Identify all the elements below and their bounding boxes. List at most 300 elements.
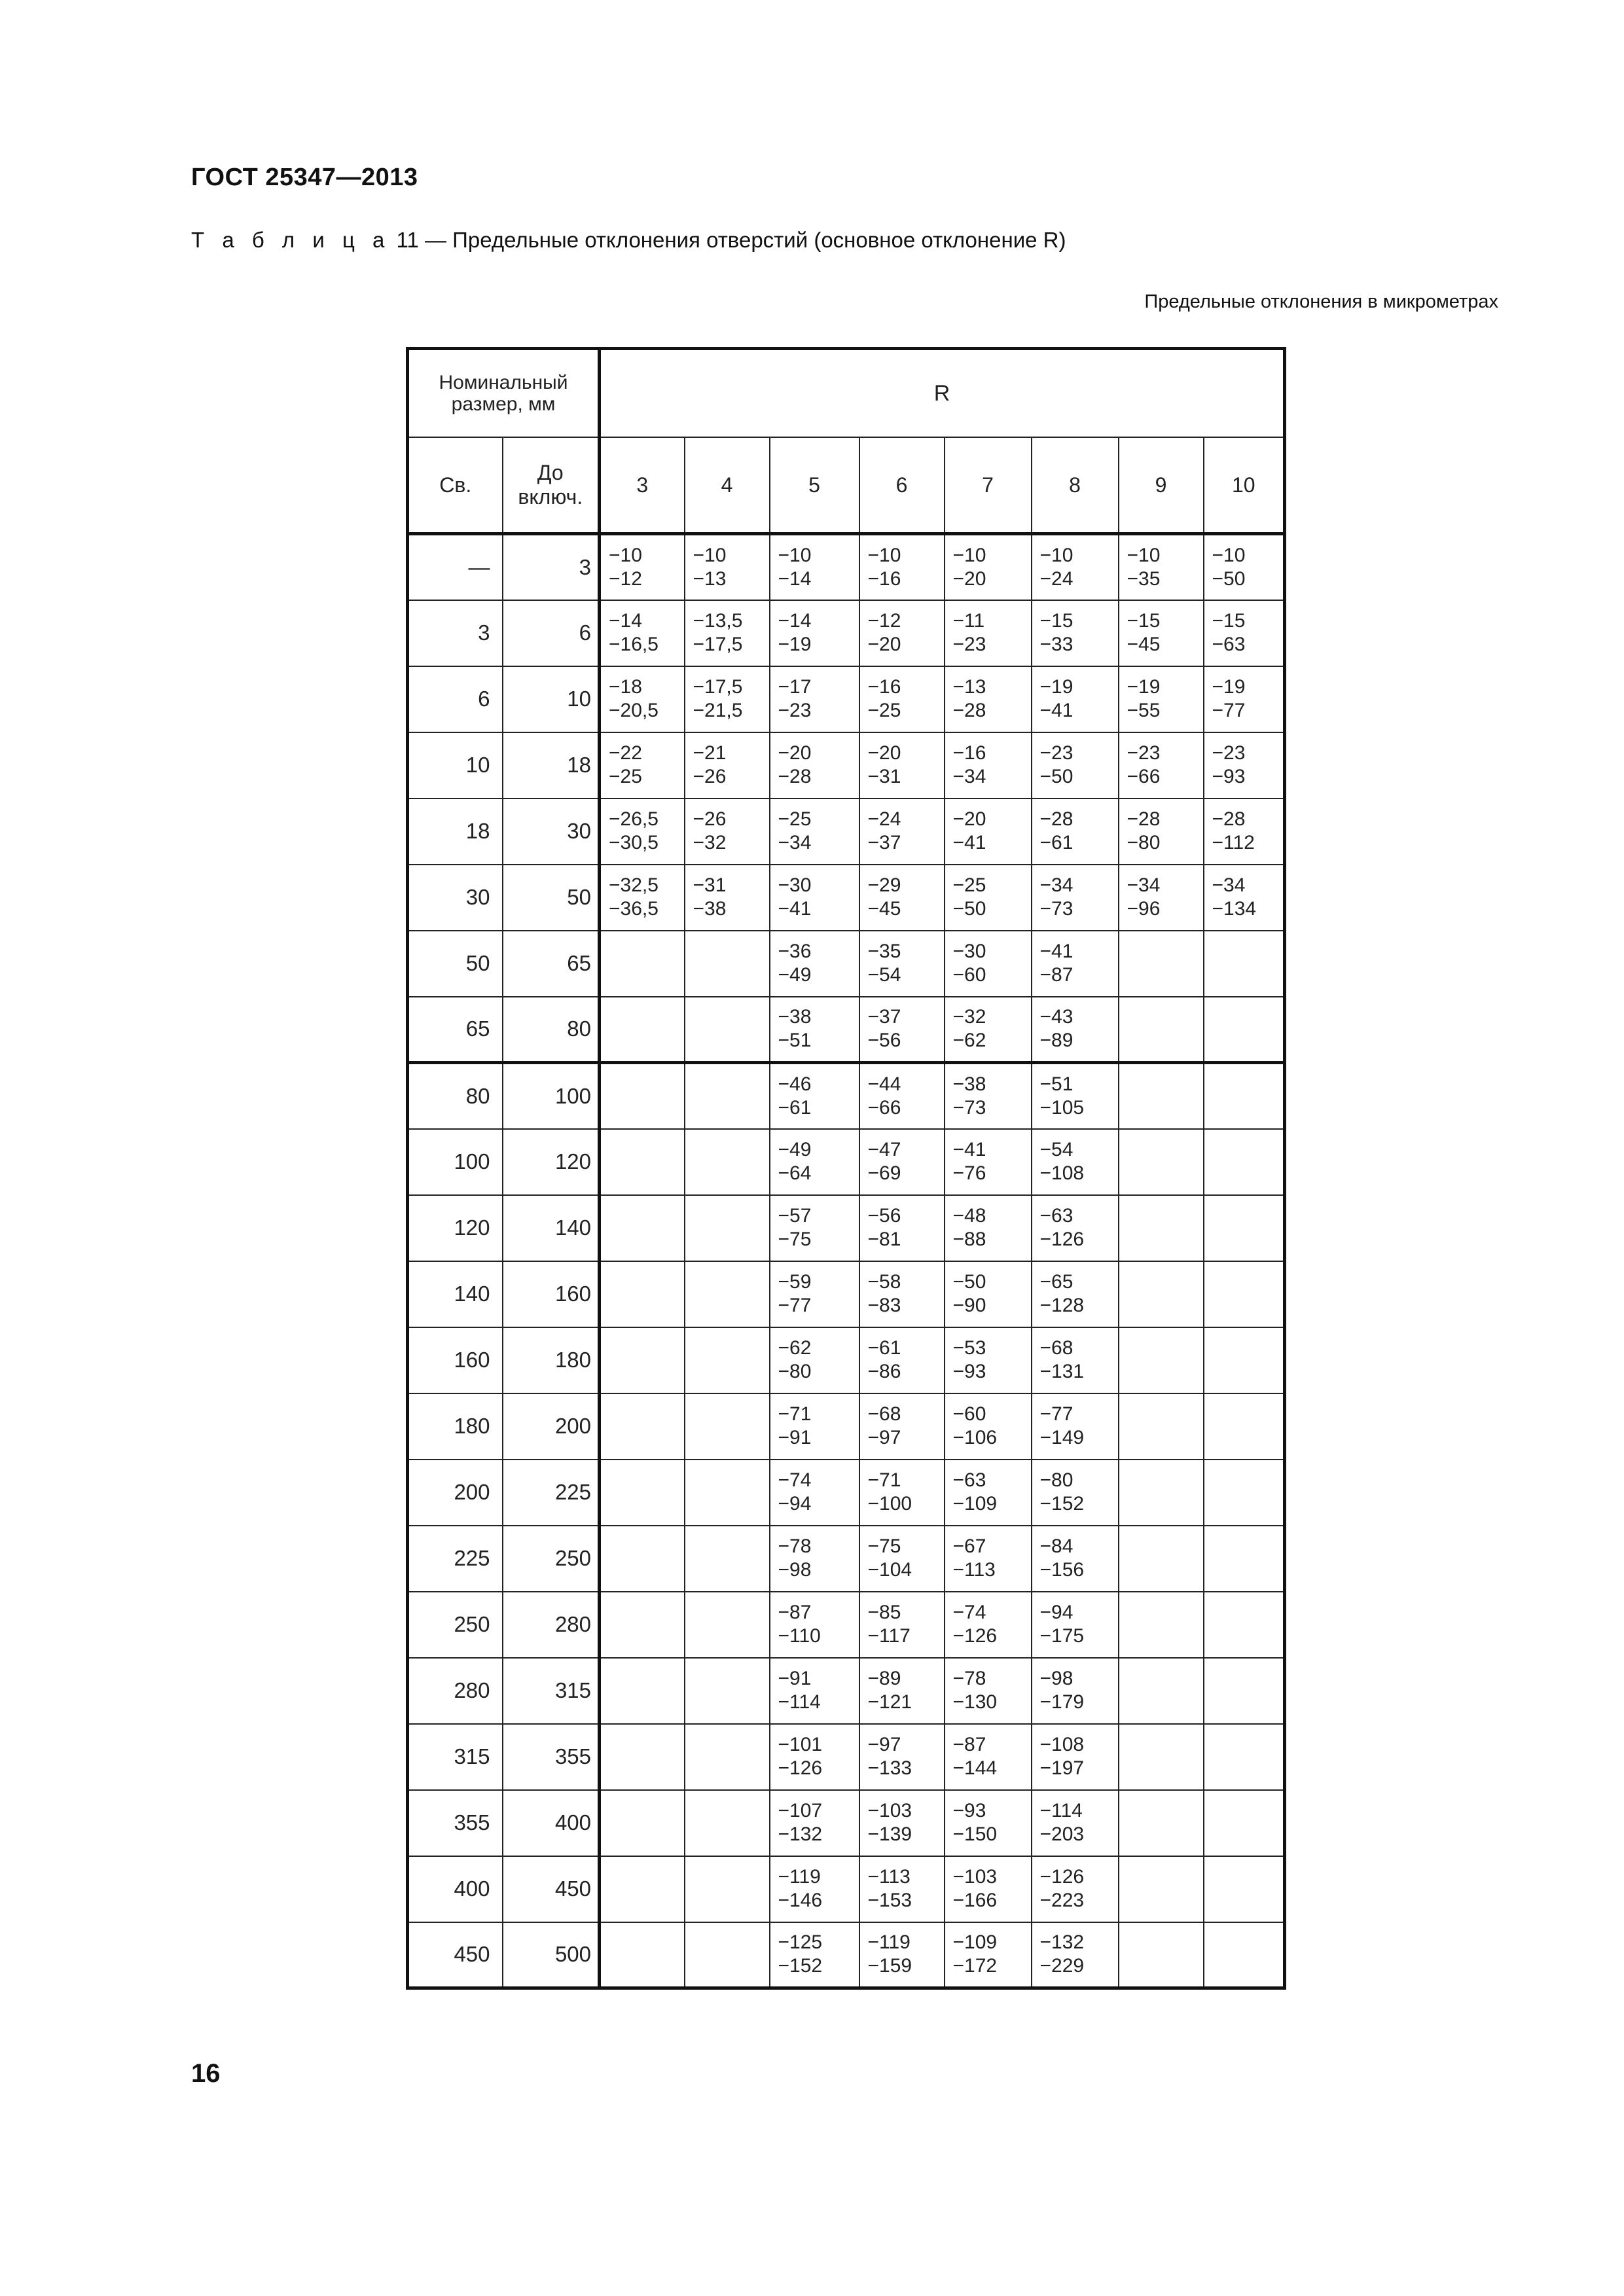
size-to-cell: 225 bbox=[503, 1460, 600, 1526]
grade-header: 5 bbox=[770, 437, 859, 534]
size-to-cell: 100 bbox=[503, 1063, 600, 1129]
table-row bbox=[408, 798, 1285, 865]
upper-deviation: −98 bbox=[1039, 1668, 1074, 1689]
deviation-cell bbox=[600, 1922, 685, 1988]
lower-deviation: −159 bbox=[867, 1955, 912, 1977]
deviation-cell bbox=[945, 798, 1032, 865]
lower-deviation: −108 bbox=[1039, 1162, 1085, 1184]
lower-deviation: −25 bbox=[867, 700, 901, 721]
deviation-cell bbox=[859, 865, 945, 931]
deviation-cell bbox=[600, 865, 685, 931]
deviation-cell bbox=[1204, 600, 1285, 666]
deviation-cell bbox=[1032, 600, 1119, 666]
lower-deviation: −126 bbox=[778, 1757, 823, 1779]
upper-deviation: −119 bbox=[778, 1866, 821, 1888]
document-code: ГОСТ 25347—2013 bbox=[191, 164, 418, 191]
deviation-cell bbox=[1119, 865, 1204, 931]
deviation-cell bbox=[1204, 1790, 1285, 1856]
upper-deviation: −44 bbox=[867, 1073, 901, 1095]
lower-deviation: −175 bbox=[1039, 1625, 1085, 1647]
deviation-cell bbox=[945, 1856, 1032, 1922]
upper-deviation: −19 bbox=[1127, 676, 1161, 698]
lower-deviation: −91 bbox=[778, 1427, 812, 1448]
upper-deviation: −34 bbox=[1127, 874, 1161, 896]
deviation-cell bbox=[770, 1922, 859, 1988]
deviation-cell bbox=[1032, 1658, 1119, 1724]
lower-deviation: −153 bbox=[867, 1890, 912, 1911]
deviation-cell bbox=[1032, 1724, 1119, 1790]
lower-deviation: −86 bbox=[867, 1361, 901, 1382]
nominal-size-header: Номинальный размер, мм bbox=[408, 349, 600, 438]
deviation-cell bbox=[859, 1724, 945, 1790]
deviation-cell bbox=[770, 1856, 859, 1922]
lower-deviation: −23 bbox=[952, 634, 986, 655]
deviation-cell bbox=[859, 1393, 945, 1460]
deviation-cell bbox=[600, 1327, 685, 1393]
size-from-cell: 6 bbox=[408, 666, 503, 732]
upper-deviation: −71 bbox=[778, 1403, 812, 1425]
upper-deviation: −57 bbox=[778, 1205, 812, 1227]
size-to-cell: 355 bbox=[503, 1724, 600, 1790]
deviation-cell bbox=[1204, 1526, 1285, 1592]
lower-deviation: −105 bbox=[1039, 1096, 1085, 1119]
lower-deviation: −54 bbox=[867, 964, 901, 986]
deviation-cell bbox=[1119, 534, 1204, 600]
deviation-cell bbox=[1119, 1261, 1204, 1327]
upper-deviation: −17,5 bbox=[693, 676, 743, 698]
deviation-cell bbox=[1119, 931, 1204, 997]
upper-deviation: −48 bbox=[952, 1205, 986, 1227]
deviation-cell bbox=[859, 1063, 945, 1129]
deviation-cell bbox=[685, 865, 770, 931]
lower-deviation: −144 bbox=[952, 1757, 998, 1779]
table-row bbox=[408, 1195, 1285, 1261]
lower-deviation: −112 bbox=[1212, 832, 1255, 853]
deviation-cell bbox=[859, 600, 945, 666]
deviation-cell bbox=[685, 1526, 770, 1592]
deviation-cell bbox=[1204, 732, 1285, 798]
upper-deviation: −17 bbox=[778, 676, 812, 698]
deviation-cell bbox=[1204, 931, 1285, 997]
lower-deviation: −16,5 bbox=[609, 634, 659, 655]
lower-deviation: −69 bbox=[867, 1162, 901, 1184]
deviation-cell bbox=[1032, 1195, 1119, 1261]
deviation-cell bbox=[1204, 1460, 1285, 1526]
size-from-cell: 160 bbox=[408, 1327, 503, 1393]
table-row bbox=[408, 732, 1285, 798]
deviation-cell bbox=[1119, 798, 1204, 865]
upper-deviation: −58 bbox=[867, 1271, 901, 1293]
upper-deviation: −16 bbox=[952, 742, 986, 764]
deviation-cell bbox=[600, 534, 685, 600]
upper-deviation: −30 bbox=[778, 874, 812, 896]
upper-deviation: −15 bbox=[1039, 610, 1074, 632]
size-from-cell: 180 bbox=[408, 1393, 503, 1460]
upper-deviation: −77 bbox=[1039, 1403, 1074, 1425]
upper-deviation: −103 bbox=[867, 1800, 912, 1821]
upper-deviation: −25 bbox=[952, 874, 986, 896]
lower-deviation: −61 bbox=[778, 1096, 812, 1119]
deviation-cell bbox=[945, 997, 1032, 1063]
lower-deviation: −203 bbox=[1039, 1823, 1085, 1845]
upper-deviation: −93 bbox=[952, 1800, 986, 1821]
lower-deviation: −34 bbox=[778, 832, 812, 853]
deviation-cell bbox=[770, 1327, 859, 1393]
deviation-cell bbox=[770, 931, 859, 997]
size-from-cell: 80 bbox=[408, 1063, 503, 1129]
upper-deviation: −65 bbox=[1039, 1271, 1074, 1293]
table-row bbox=[408, 1460, 1285, 1526]
lower-deviation: −76 bbox=[952, 1162, 986, 1184]
size-to-cell: 50 bbox=[503, 865, 600, 931]
upper-deviation: −43 bbox=[1039, 1006, 1074, 1028]
lower-deviation: −88 bbox=[952, 1229, 986, 1250]
size-to-cell: 200 bbox=[503, 1393, 600, 1460]
deviation-cell bbox=[600, 1195, 685, 1261]
table-row bbox=[408, 1526, 1285, 1592]
upper-deviation: −38 bbox=[778, 1006, 812, 1028]
deviation-cell bbox=[770, 1195, 859, 1261]
deviation-cell bbox=[1204, 1592, 1285, 1658]
table-body bbox=[408, 534, 1285, 1988]
upper-deviation: −35 bbox=[867, 941, 901, 962]
lower-deviation: −94 bbox=[778, 1493, 812, 1515]
lower-deviation: −45 bbox=[1127, 634, 1161, 655]
upper-deviation: −12 bbox=[867, 610, 901, 632]
deviation-cell bbox=[600, 666, 685, 732]
size-from-cell: 140 bbox=[408, 1261, 503, 1327]
lower-deviation: −128 bbox=[1039, 1295, 1085, 1316]
deviation-cell bbox=[1204, 534, 1285, 600]
upper-deviation: −78 bbox=[778, 1535, 812, 1557]
lower-deviation: −33 bbox=[1039, 634, 1074, 655]
deviation-cell bbox=[859, 1658, 945, 1724]
deviation-cell bbox=[945, 1261, 1032, 1327]
deviation-cell bbox=[1032, 798, 1119, 865]
deviation-cell bbox=[1032, 1327, 1119, 1393]
from-header: Св. bbox=[408, 437, 503, 534]
deviation-cell bbox=[945, 600, 1032, 666]
deviation-cell bbox=[945, 666, 1032, 732]
table-row bbox=[408, 997, 1285, 1063]
upper-deviation: −22 bbox=[609, 742, 642, 764]
deviation-cell bbox=[1032, 1790, 1119, 1856]
table-row bbox=[408, 1658, 1285, 1724]
upper-deviation: −101 bbox=[778, 1734, 823, 1755]
deviation-cell bbox=[685, 1393, 770, 1460]
deviation-cell bbox=[1119, 1460, 1204, 1526]
upper-deviation: −109 bbox=[952, 1931, 998, 1954]
upper-deviation: −68 bbox=[1039, 1337, 1074, 1359]
upper-deviation: −26 bbox=[693, 808, 727, 830]
size-to-cell: 400 bbox=[503, 1790, 600, 1856]
lower-deviation: −104 bbox=[867, 1559, 912, 1581]
lower-deviation: −20 bbox=[952, 567, 986, 590]
deviation-cell bbox=[945, 931, 1032, 997]
deviation-cell bbox=[859, 732, 945, 798]
lower-deviation: −131 bbox=[1039, 1361, 1085, 1382]
deviation-cell bbox=[1032, 666, 1119, 732]
size-to-cell: 120 bbox=[503, 1129, 600, 1195]
deviation-cell bbox=[1032, 1592, 1119, 1658]
upper-deviation: −19 bbox=[1039, 676, 1074, 698]
upper-deviation: −37 bbox=[867, 1006, 901, 1028]
deviation-cell bbox=[770, 1658, 859, 1724]
size-to-cell: 3 bbox=[503, 534, 600, 600]
deviation-cell bbox=[1032, 1526, 1119, 1592]
lower-deviation: −121 bbox=[867, 1691, 912, 1713]
lower-deviation: −89 bbox=[1039, 1030, 1074, 1052]
lower-deviation: −50 bbox=[952, 898, 986, 920]
deviation-cell bbox=[1032, 865, 1119, 931]
upper-deviation: −50 bbox=[952, 1271, 986, 1293]
deviation-cell bbox=[685, 1261, 770, 1327]
upper-deviation: −36 bbox=[778, 941, 812, 962]
upper-deviation: −84 bbox=[1039, 1535, 1074, 1557]
deviation-cell bbox=[600, 1856, 685, 1922]
upper-deviation: −91 bbox=[778, 1668, 812, 1689]
deviation-cell bbox=[685, 931, 770, 997]
lower-deviation: −50 bbox=[1039, 766, 1074, 787]
size-to-cell: 500 bbox=[503, 1922, 600, 1988]
lower-deviation: −133 bbox=[867, 1757, 912, 1779]
table-row bbox=[408, 1393, 1285, 1460]
lower-deviation: −28 bbox=[778, 766, 812, 787]
table-row bbox=[408, 1922, 1285, 1988]
deviation-cell bbox=[685, 732, 770, 798]
deviation-cell bbox=[1119, 600, 1204, 666]
lower-deviation: −97 bbox=[867, 1427, 901, 1448]
deviation-cell bbox=[859, 666, 945, 732]
deviation-cell bbox=[859, 997, 945, 1063]
lower-deviation: −28 bbox=[952, 700, 986, 721]
deviation-cell bbox=[1119, 1195, 1204, 1261]
table-row bbox=[408, 600, 1285, 666]
table-row bbox=[408, 1724, 1285, 1790]
deviation-cell bbox=[770, 1063, 859, 1129]
upper-deviation: −20 bbox=[952, 808, 986, 830]
deviation-cell bbox=[770, 732, 859, 798]
lower-deviation: −20,5 bbox=[609, 700, 659, 721]
deviation-cell bbox=[685, 997, 770, 1063]
deviation-cell bbox=[600, 1393, 685, 1460]
upper-deviation: −14 bbox=[609, 610, 642, 632]
size-to-cell: 6 bbox=[503, 600, 600, 666]
deviation-cell bbox=[859, 1129, 945, 1195]
deviation-cell bbox=[945, 1195, 1032, 1261]
upper-deviation: −29 bbox=[867, 874, 901, 896]
lower-deviation: −146 bbox=[778, 1890, 823, 1911]
deviation-cell bbox=[1204, 666, 1285, 732]
deviation-cell bbox=[1119, 1724, 1204, 1790]
lower-deviation: −229 bbox=[1039, 1955, 1085, 1977]
upper-deviation: −97 bbox=[867, 1734, 901, 1755]
upper-deviation: −13,5 bbox=[693, 610, 743, 632]
grade-header: 10 bbox=[1204, 437, 1285, 534]
deviation-cell bbox=[600, 1129, 685, 1195]
deviation-cell bbox=[770, 600, 859, 666]
deviation-cell bbox=[600, 1658, 685, 1724]
deviation-cell bbox=[1032, 1856, 1119, 1922]
upper-deviation: −10 bbox=[867, 544, 901, 566]
upper-deviation: −125 bbox=[778, 1931, 823, 1954]
lower-deviation: −19 bbox=[778, 634, 812, 655]
deviation-cell bbox=[685, 1658, 770, 1724]
deviation-cell bbox=[945, 1922, 1032, 1988]
deviation-cell bbox=[1032, 1063, 1119, 1129]
deviation-cell bbox=[859, 1592, 945, 1658]
lower-deviation: −36,5 bbox=[609, 898, 659, 920]
deviation-cell bbox=[945, 1790, 1032, 1856]
deviation-cell bbox=[1032, 1393, 1119, 1460]
deviation-cell bbox=[600, 1790, 685, 1856]
upper-deviation: −75 bbox=[867, 1535, 901, 1557]
upper-deviation: −46 bbox=[778, 1073, 812, 1095]
lower-deviation: −75 bbox=[778, 1229, 812, 1250]
lower-deviation: −130 bbox=[952, 1691, 998, 1713]
deviation-cell bbox=[770, 1592, 859, 1658]
upper-deviation: −103 bbox=[952, 1866, 998, 1888]
deviation-cell bbox=[685, 1063, 770, 1129]
deviation-cell bbox=[600, 1526, 685, 1592]
deviation-cell bbox=[1032, 732, 1119, 798]
upper-deviation: −23 bbox=[1127, 742, 1161, 764]
upper-deviation: −53 bbox=[952, 1337, 986, 1359]
deviation-cell bbox=[1119, 1658, 1204, 1724]
lower-deviation: −109 bbox=[952, 1493, 998, 1515]
lower-deviation: −12 bbox=[609, 567, 642, 590]
upper-deviation: −47 bbox=[867, 1139, 901, 1160]
deviation-cell bbox=[859, 1790, 945, 1856]
size-from-cell: 65 bbox=[408, 997, 503, 1063]
deviation-cell bbox=[1032, 1261, 1119, 1327]
upper-deviation: −32,5 bbox=[609, 874, 659, 896]
lower-deviation: −55 bbox=[1127, 700, 1161, 721]
upper-deviation: −10 bbox=[1039, 544, 1074, 566]
upper-deviation: −113 bbox=[867, 1866, 911, 1888]
deviation-cell bbox=[1204, 1129, 1285, 1195]
deviation-cell bbox=[945, 732, 1032, 798]
lower-deviation: −93 bbox=[952, 1361, 986, 1382]
lower-deviation: −41 bbox=[778, 898, 812, 920]
deviation-cell bbox=[685, 1790, 770, 1856]
upper-deviation: −68 bbox=[867, 1403, 901, 1425]
size-from-cell: 315 bbox=[408, 1724, 503, 1790]
upper-deviation: −62 bbox=[778, 1337, 812, 1359]
deviation-cell bbox=[945, 534, 1032, 600]
lower-deviation: −73 bbox=[1039, 898, 1074, 920]
grade-header: 7 bbox=[945, 437, 1032, 534]
deviation-cell bbox=[1119, 732, 1204, 798]
deviation-cell bbox=[600, 1460, 685, 1526]
size-from-cell: 400 bbox=[408, 1856, 503, 1922]
lower-deviation: −223 bbox=[1039, 1890, 1085, 1911]
page-number: 16 bbox=[191, 2059, 221, 2088]
upper-deviation: −54 bbox=[1039, 1139, 1074, 1160]
lower-deviation: −106 bbox=[952, 1427, 998, 1448]
deviation-cell bbox=[685, 798, 770, 865]
lower-deviation: −56 bbox=[867, 1030, 901, 1052]
deviation-cell bbox=[1204, 997, 1285, 1063]
upper-deviation: −23 bbox=[1039, 742, 1074, 764]
upper-deviation: −15 bbox=[1127, 610, 1161, 632]
table-label: Т а б л и ц а bbox=[191, 228, 391, 252]
size-from-cell: 100 bbox=[408, 1129, 503, 1195]
deviation-cell bbox=[600, 798, 685, 865]
deviation-cell bbox=[685, 666, 770, 732]
upper-deviation: −16 bbox=[867, 676, 901, 698]
upper-deviation: −20 bbox=[867, 742, 901, 764]
upper-deviation: −94 bbox=[1039, 1602, 1074, 1623]
size-from-cell: 200 bbox=[408, 1460, 503, 1526]
deviation-cell bbox=[1204, 1393, 1285, 1460]
deviation-cell bbox=[685, 1724, 770, 1790]
lower-deviation: −80 bbox=[1127, 832, 1161, 853]
lower-deviation: −166 bbox=[952, 1890, 998, 1911]
lower-deviation: −41 bbox=[1039, 700, 1074, 721]
lower-deviation: −156 bbox=[1039, 1559, 1085, 1581]
size-from-cell: — bbox=[408, 534, 503, 600]
lower-deviation: −50 bbox=[1212, 567, 1246, 590]
grade-header: 4 bbox=[685, 437, 770, 534]
table-row bbox=[408, 865, 1285, 931]
deviation-cell bbox=[945, 1063, 1032, 1129]
table-row bbox=[408, 1790, 1285, 1856]
deviation-cell bbox=[1032, 1460, 1119, 1526]
upper-deviation: −56 bbox=[867, 1205, 901, 1227]
size-from-cell: 10 bbox=[408, 732, 503, 798]
lower-deviation: −25 bbox=[609, 766, 642, 787]
deviation-cell bbox=[1032, 1922, 1119, 1988]
lower-deviation: −114 bbox=[778, 1691, 821, 1713]
deviation-cell bbox=[600, 997, 685, 1063]
deviation-cell bbox=[685, 1460, 770, 1526]
lower-deviation: −21,5 bbox=[693, 700, 743, 721]
deviation-cell bbox=[1119, 1063, 1204, 1129]
upper-deviation: −14 bbox=[778, 610, 812, 632]
table-caption-text: 11 — Предельные отклонения отверстий (основное отклонение R) bbox=[396, 228, 1066, 252]
upper-deviation: −59 bbox=[778, 1271, 812, 1293]
lower-deviation: −197 bbox=[1039, 1757, 1085, 1779]
deviation-cell bbox=[600, 600, 685, 666]
size-to-cell: 160 bbox=[503, 1261, 600, 1327]
lower-deviation: −100 bbox=[867, 1493, 912, 1515]
table-row bbox=[408, 534, 1285, 600]
deviation-cell bbox=[1119, 1129, 1204, 1195]
deviation-cell bbox=[685, 1856, 770, 1922]
deviation-cell bbox=[1032, 931, 1119, 997]
lower-deviation: −126 bbox=[952, 1625, 998, 1647]
deviation-cell bbox=[945, 1129, 1032, 1195]
upper-deviation: −107 bbox=[778, 1800, 823, 1821]
lower-deviation: −87 bbox=[1039, 964, 1074, 986]
lower-deviation: −24 bbox=[1039, 567, 1074, 590]
upper-deviation: −74 bbox=[778, 1469, 812, 1491]
deviation-cell bbox=[600, 1724, 685, 1790]
deviation-cell bbox=[945, 1460, 1032, 1526]
deviation-cell bbox=[1032, 997, 1119, 1063]
deviation-cell bbox=[600, 1261, 685, 1327]
upper-deviation: −15 bbox=[1212, 610, 1246, 632]
upper-deviation: −32 bbox=[952, 1006, 986, 1028]
lower-deviation: −80 bbox=[778, 1361, 812, 1382]
upper-deviation: −19 bbox=[1212, 676, 1246, 698]
upper-deviation: −49 bbox=[778, 1139, 812, 1160]
table-row bbox=[408, 666, 1285, 732]
deviation-cell bbox=[859, 1856, 945, 1922]
upper-deviation: −26,5 bbox=[609, 808, 659, 830]
lower-deviation: −93 bbox=[1212, 766, 1246, 787]
